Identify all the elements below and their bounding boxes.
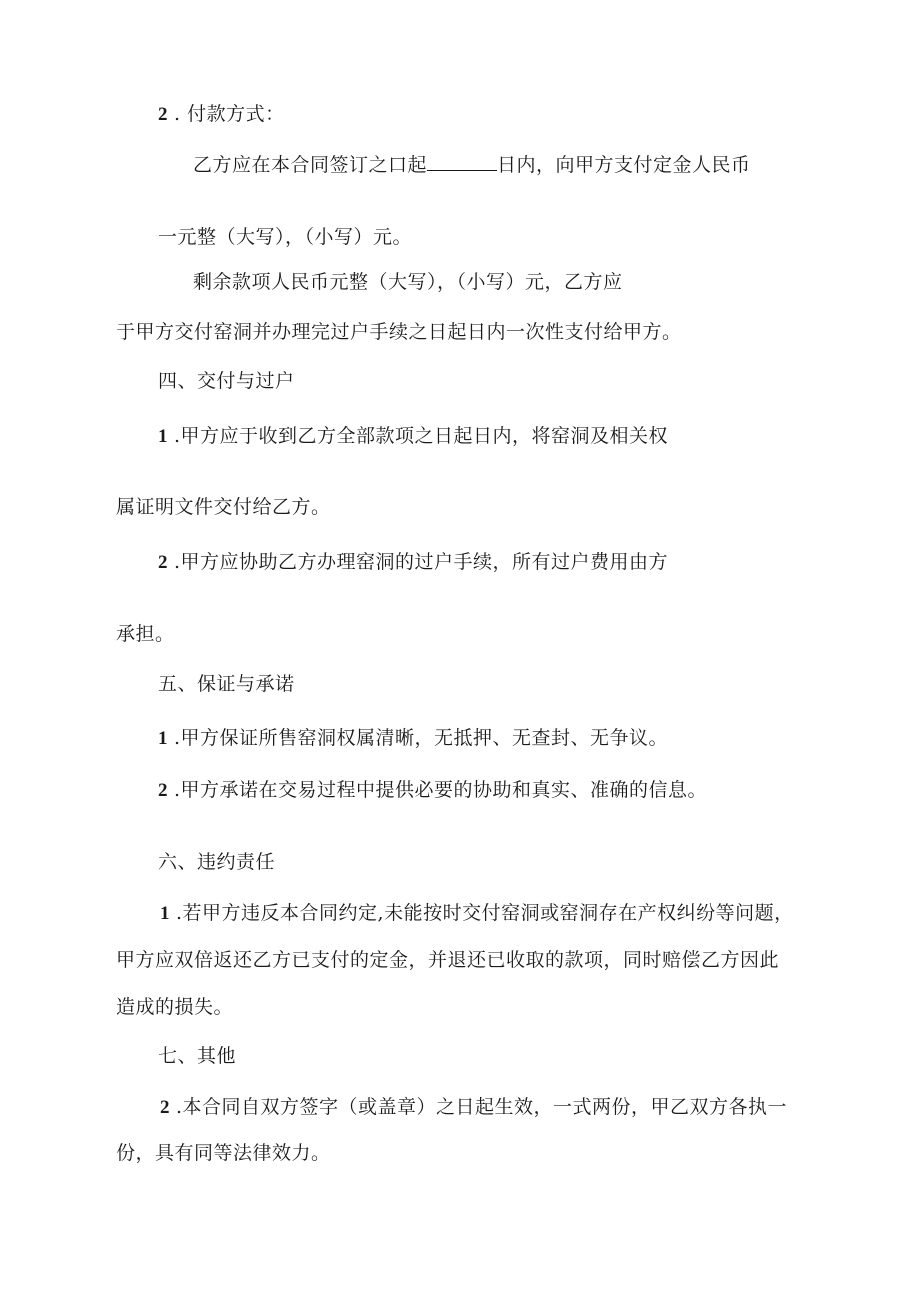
guarantee-item-1-number: 1	[158, 728, 168, 749]
deposit-days-blank	[427, 152, 497, 171]
deposit-text-before: 乙方应在本合同签订之口起	[193, 154, 428, 176]
payment-deposit-line	[193, 152, 751, 177]
deposit-amount-text: 一元整（大写），（小写）元。	[158, 226, 413, 248]
delivery-item-1-text-2: 属证明文件交付给乙方。	[116, 496, 331, 518]
delivery-item-2-line-1	[158, 550, 668, 575]
delivery-heading-text: 四、交付与过户	[158, 370, 295, 392]
payment-heading	[158, 102, 285, 127]
delivery-item-1-text-1: .甲方应于收到乙方全部款项之日起日内，将窑洞及相关权	[174, 425, 669, 447]
delivery-item-1-line-1	[158, 424, 668, 449]
payment-title: . 付款方式：	[174, 103, 285, 125]
guarantee-item-2-number: 2	[158, 780, 168, 801]
delivery-heading	[158, 369, 295, 393]
guarantee-item-1	[158, 726, 668, 751]
remaining-line-2	[116, 320, 682, 344]
guarantee-item-1-text: .甲方保证所售窑洞权属清晰，无抵押、无查封、无争议。	[174, 727, 669, 749]
delivery-item-2-number: 2	[158, 552, 168, 573]
other-item-2-text-2: 份，具有同等法律效力。	[116, 1142, 331, 1164]
other-heading	[158, 1044, 236, 1068]
payment-number: 2	[158, 104, 168, 125]
liability-item-1-line-3	[116, 995, 233, 1019]
delivery-item-1-number: 1	[158, 426, 168, 447]
liability-item-1-line-2	[116, 948, 779, 972]
delivery-item-2-line-2	[116, 622, 175, 646]
liability-item-1-text-3: 造成的损失。	[116, 996, 234, 1018]
liability-heading-text: 六、违约责任	[158, 851, 276, 873]
delivery-item-1-line-2	[116, 495, 331, 519]
liability-item-1-text-1: .若甲方违反本合同约定,未能按时交付窑洞或窑洞存在产权纠纷等问题，	[176, 902, 794, 924]
other-item-2-line-2	[116, 1141, 331, 1165]
guarantee-heading-text: 五、保证与承诺	[158, 673, 295, 695]
deposit-amount-line	[158, 225, 412, 249]
liability-item-1-line-1	[160, 901, 794, 926]
guarantee-heading	[158, 672, 295, 696]
remaining-text-1: 剩余款项人民币元整（大写），（小写）元，乙方应	[193, 271, 623, 293]
liability-heading	[158, 850, 275, 874]
other-item-2-number: 2	[160, 1097, 170, 1118]
remaining-text-2: 于甲方交付窑洞并办理完过户手续之日起日内一次性支付给甲方。	[116, 321, 682, 343]
guarantee-item-2-text: .甲方承诺在交易过程中提供必要的协助和真实、准确的信息。	[174, 779, 708, 801]
other-item-2-line-1	[160, 1095, 787, 1120]
deposit-text-after: 日内，向甲方支付定金人民币	[497, 154, 751, 176]
remaining-line-1	[193, 270, 623, 294]
liability-item-1-text-2: 甲方应双倍返还乙方已支付的定金，并退还已收取的款项，同时赔偿乙方因此	[116, 949, 780, 971]
other-heading-text: 七、其他	[158, 1045, 237, 1067]
delivery-item-2-text-2: 承担。	[116, 623, 175, 645]
guarantee-item-2	[158, 778, 707, 803]
other-item-2-text-1: .本合同自双方签字（或盖章）之日起生效，一式两份，甲乙双方各执一	[176, 1096, 788, 1118]
liability-item-1-number: 1	[160, 903, 170, 924]
delivery-item-2-text-1: .甲方应协助乙方办理窑洞的过户手续，所有过户费用由方	[174, 551, 669, 573]
